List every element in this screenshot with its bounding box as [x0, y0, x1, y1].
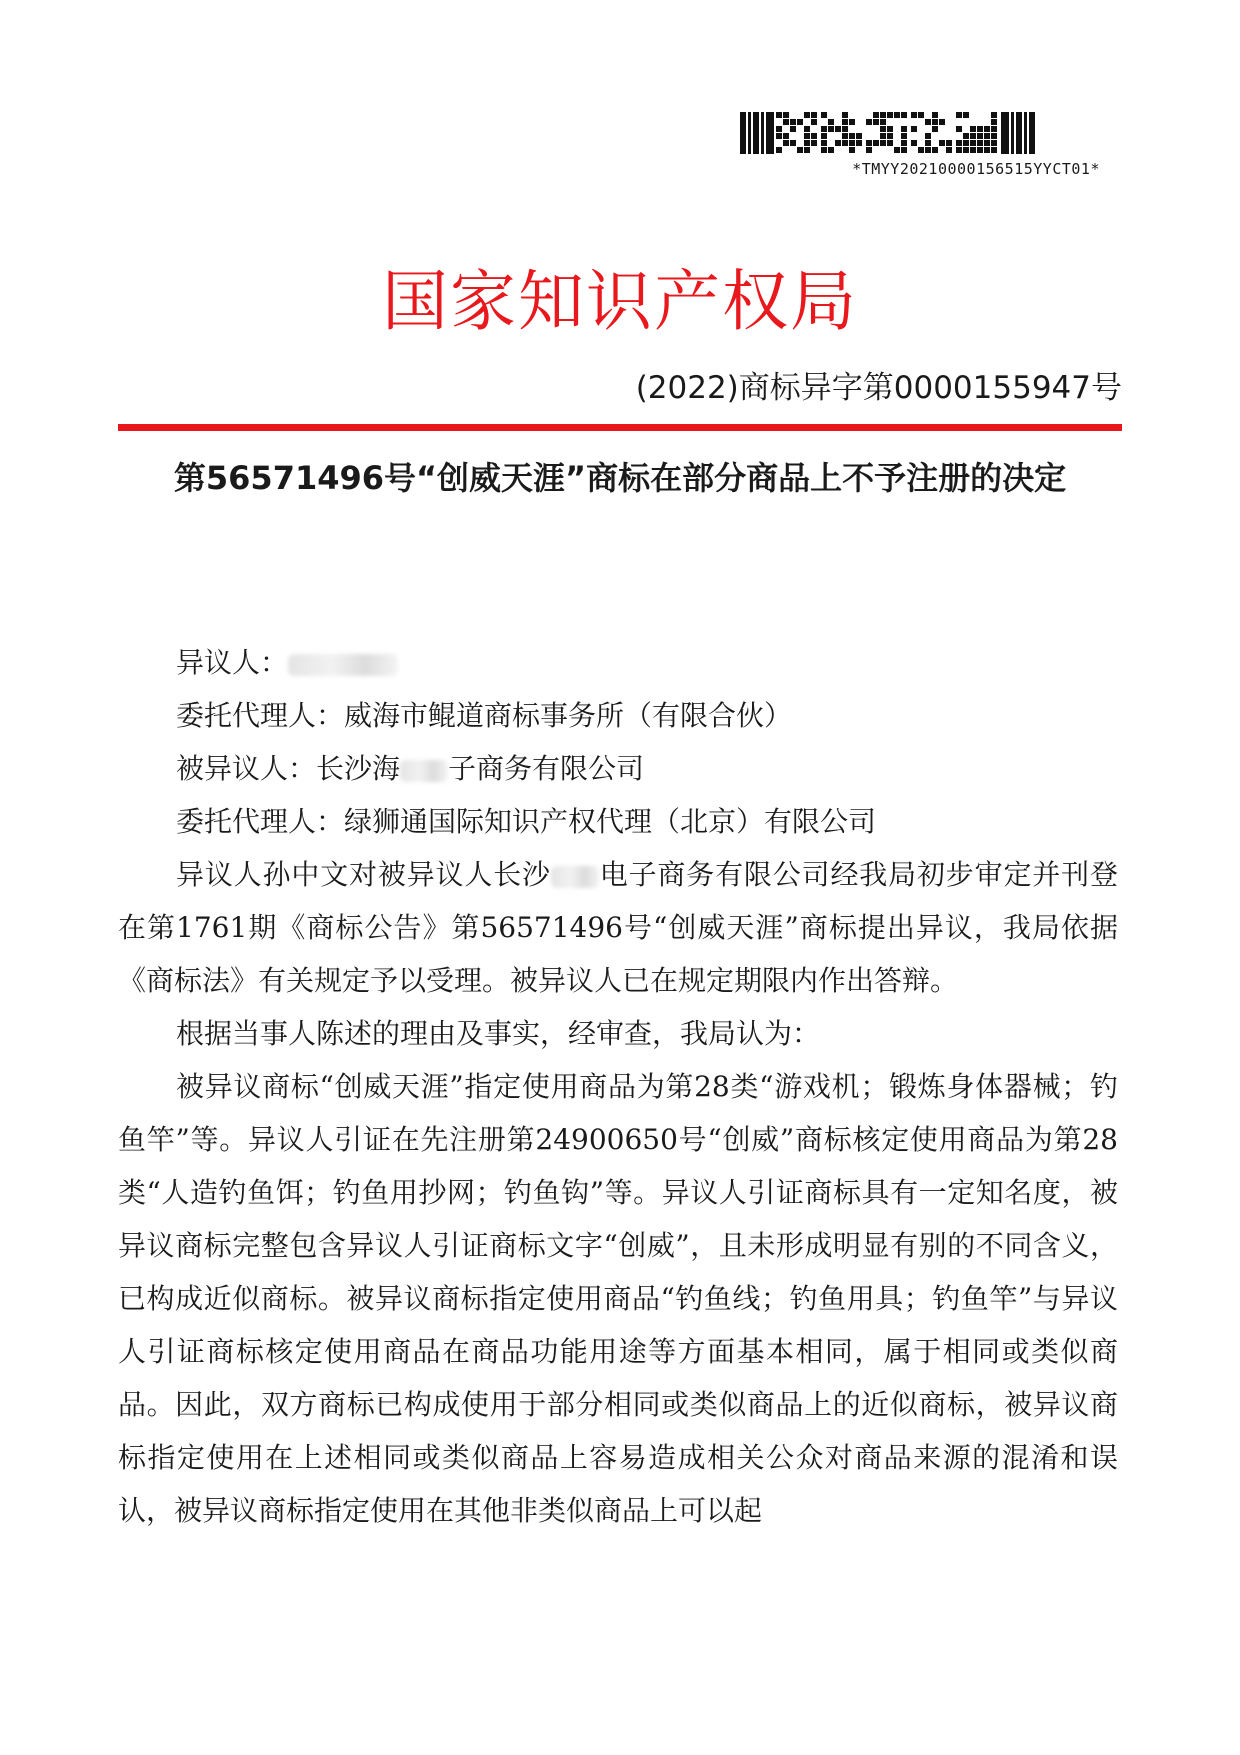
redacted-name: [288, 654, 398, 676]
party-value-start: 长沙海: [316, 752, 401, 785]
barcode: [740, 112, 1100, 178]
document-title: 第56571496号“创威天涯”商标在部分商品上不予注册的决定: [173, 459, 1067, 497]
agency-name: 国家知识产权局: [382, 263, 858, 340]
document-number: (2022)商标异字第0000155947号: [635, 370, 1122, 406]
party-respondent-agent: [118, 795, 1118, 848]
paragraph-reasoning: 被异议商标“创威天涯”指定使用商品为第28类“游戏机；锻炼身体器械；钓鱼竿”等。异议人引证在先注册第24900650号“创威”商标核定使用商品为第28类“人造钓鱼饵；钓鱼用抄网；钓鱼钩”等。异议人引证商标具有一定知名度，被异议商标完整包含异议人引证商标文字“创威”，且未形成明显有别的不同含义，已构成近似商标。被异议商标指定使用商品“钓鱼线；钓鱼用具；钓鱼竿”与异议人引证商标核定使用商品在商品功能用途等方面基本相同，属于相同或类似商品。因此，双方商标已构成使用于部分相同或类似商品上的近似商标，被异议商标指定使用在上述相同或类似商品上容易造成相关公众对商品来源的混淆和误认，被异议商标指定使用在其他非类似商品上可以起: [118, 1070, 1118, 1527]
red-divider: [118, 424, 1122, 431]
party-label: 异议人：: [176, 646, 289, 679]
barcode-image: [740, 112, 1100, 154]
party-label: 委托代理人：: [176, 699, 345, 732]
redacted-text: [551, 866, 599, 888]
paragraph-text-start: 异议人孙中文对被异议人长沙: [176, 858, 551, 891]
barcode-text: *TMYY20210000156515YYCT01*: [852, 160, 1100, 178]
party-respondent: [118, 742, 1118, 795]
document-body: [118, 636, 1118, 1537]
party-value: 绿狮通国际知识产权代理（北京）有限公司: [344, 805, 877, 838]
party-opponent: [118, 636, 1118, 689]
party-label: 被异议人：: [176, 752, 317, 785]
party-label: 委托代理人：: [176, 805, 345, 838]
paragraph-text-end: 电子商务有限公司经我局初步审定并刊登在第1761期《商标公告》第56571496号“创威天涯”商标提出异议，我局依据《商标法》有关规定予以受理。被异议人已在规定期限内作出答辩。: [118, 858, 1118, 997]
paragraph-review: 根据当事人陈述的理由及事实，经审查，我局认为：: [176, 1017, 821, 1050]
party-opponent-agent: [118, 689, 1118, 742]
redacted-text: [400, 760, 448, 782]
party-value-end: 子商务有限公司: [448, 752, 645, 785]
paragraph-case-intro: [118, 848, 1118, 1007]
party-value: 威海市鲲道商标事务所（有限合伙）: [344, 699, 793, 732]
